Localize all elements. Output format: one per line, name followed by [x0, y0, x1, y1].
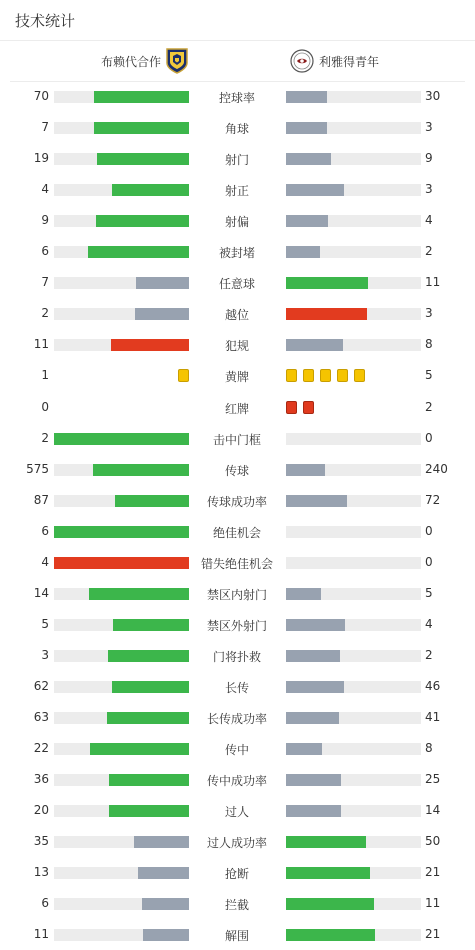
stat-label: 被封堵 [218, 246, 255, 260]
away-team-crest-icon[interactable] [290, 49, 314, 73]
away-bar-track [286, 215, 421, 227]
red-card-icon [303, 401, 314, 414]
stat-label: 红牌 [224, 402, 249, 416]
stat-row [0, 677, 475, 697]
stat-row [0, 801, 475, 821]
home-bar-fill [115, 495, 189, 507]
away-bar-track [286, 805, 421, 817]
stat-row [0, 584, 475, 604]
away-bar-track [286, 743, 421, 755]
home-stat-value: 3 [41, 648, 49, 662]
home-stat-value: 11 [33, 927, 49, 941]
away-stat-value: 2 [425, 648, 433, 662]
home-stat-value: 2 [41, 306, 49, 320]
away-bar-track [286, 184, 421, 196]
away-stat-value: 0 [425, 431, 433, 445]
away-team-name[interactable]: 利雅得青年 [319, 55, 380, 69]
home-bar-track [54, 122, 189, 134]
away-bar-track [286, 836, 421, 848]
home-bar-track [54, 246, 189, 258]
home-stat-value: 22 [33, 741, 49, 755]
red-card-icon [286, 401, 297, 414]
home-bar-fill [54, 433, 189, 445]
away-bar-track [286, 588, 421, 600]
away-bar-fill [286, 805, 341, 817]
stat-row [0, 429, 475, 449]
home-bar-track [54, 588, 189, 600]
away-stat-value: 11 [425, 275, 441, 289]
stat-label: 控球率 [218, 91, 255, 105]
home-stat-value: 62 [33, 679, 49, 693]
stat-label: 过人 [224, 805, 249, 819]
stat-label: 角球 [224, 122, 249, 136]
yellow-card-icon [337, 369, 348, 382]
home-team-name[interactable]: 布赖代合作 [100, 55, 161, 69]
stat-label: 解围 [224, 929, 249, 943]
home-bar-track [54, 339, 189, 351]
away-bar-fill [286, 867, 370, 879]
stat-row [0, 739, 475, 759]
away-stat-value: 50 [425, 834, 441, 848]
stat-row [0, 242, 475, 262]
stat-label: 长传成功率 [206, 712, 267, 726]
yellow-card-icon [303, 369, 314, 382]
home-bar-fill [142, 898, 189, 910]
away-bar-track [286, 557, 421, 569]
away-stat-value: 2 [425, 244, 433, 258]
home-stat-value: 87 [33, 493, 49, 507]
home-team-crest-icon[interactable] [166, 48, 188, 74]
away-bar-track [286, 619, 421, 631]
away-bar-fill [286, 743, 322, 755]
away-bar-fill [286, 836, 366, 848]
away-stat-value: 2 [425, 400, 433, 414]
away-bar-track [286, 277, 421, 289]
stat-row [0, 211, 475, 231]
home-bar-fill [107, 712, 189, 724]
home-stat-value: 7 [41, 120, 49, 134]
away-bar-fill [286, 898, 374, 910]
home-bar-track [54, 774, 189, 786]
stat-row [0, 87, 475, 107]
home-bar-track [54, 277, 189, 289]
away-bar-fill [286, 339, 343, 351]
home-stat-value: 4 [41, 182, 49, 196]
away-bar-track [286, 433, 421, 445]
away-stat-value: 21 [425, 865, 441, 879]
home-bar-track [54, 526, 189, 538]
away-bar-track [286, 681, 421, 693]
home-bar-fill [94, 122, 189, 134]
away-bar-track [286, 153, 421, 165]
home-bar-fill [111, 339, 189, 351]
home-bar-track [54, 712, 189, 724]
home-bar-track [54, 153, 189, 165]
stat-row [0, 366, 475, 386]
away-bar-fill [286, 184, 344, 196]
away-bar-fill [286, 929, 375, 941]
away-bar-track [286, 308, 421, 320]
away-stat-value: 25 [425, 772, 441, 786]
stat-row [0, 491, 475, 511]
home-bar-track [54, 619, 189, 631]
stat-row [0, 522, 475, 542]
stat-row [0, 925, 475, 945]
away-bar-track [286, 526, 421, 538]
home-bar-track [54, 898, 189, 910]
stat-row [0, 304, 475, 324]
home-bar-fill [143, 929, 189, 941]
home-stat-value: 20 [33, 803, 49, 817]
away-stat-value: 11 [425, 896, 441, 910]
away-stat-value: 46 [425, 679, 441, 693]
home-bar-track [54, 805, 189, 817]
home-stat-value: 9 [41, 213, 49, 227]
home-bar-fill [108, 650, 189, 662]
stat-label: 射偏 [224, 215, 249, 229]
away-stat-value: 9 [425, 151, 433, 165]
stat-label: 绝佳机会 [212, 526, 261, 540]
away-bar-track [286, 495, 421, 507]
stat-row [0, 863, 475, 883]
away-bar-track [286, 246, 421, 258]
away-bar-track [286, 650, 421, 662]
stat-row [0, 708, 475, 728]
home-stat-value: 35 [33, 834, 49, 848]
away-stat-value: 3 [425, 182, 433, 196]
home-stat-value: 2 [41, 431, 49, 445]
stat-label: 传球成功率 [206, 495, 267, 509]
away-stat-value: 0 [425, 524, 433, 538]
away-bar-fill [286, 650, 340, 662]
home-bar-fill [90, 743, 189, 755]
away-cards [286, 401, 320, 415]
home-bar-fill [94, 91, 189, 103]
away-bar-track [286, 898, 421, 910]
away-bar-track [286, 774, 421, 786]
stat-label: 禁区内射门 [206, 588, 267, 602]
stat-row [0, 460, 475, 480]
home-bar-fill [54, 526, 189, 538]
stat-label: 击中门框 [212, 433, 261, 447]
away-bar-fill [286, 122, 327, 134]
home-bar-track [54, 743, 189, 755]
stat-label: 抢断 [224, 867, 249, 881]
stat-row [0, 770, 475, 790]
stat-label: 过人成功率 [206, 836, 267, 850]
home-bar-track [54, 929, 189, 941]
home-bar-fill [135, 308, 189, 320]
away-bar-fill [286, 619, 345, 631]
stat-label: 门将扑救 [212, 650, 261, 664]
stat-label: 禁区外射门 [206, 619, 267, 633]
stat-label: 传球 [224, 464, 249, 478]
away-stat-value: 240 [425, 462, 448, 476]
home-bar-fill [134, 836, 189, 848]
stat-label: 长传 [224, 681, 249, 695]
away-bar-fill [286, 464, 325, 476]
stat-label: 黄牌 [224, 370, 249, 384]
stat-row [0, 118, 475, 138]
away-bar-fill [286, 215, 328, 227]
home-stat-value: 14 [33, 586, 49, 600]
teams-header [0, 44, 475, 80]
home-stat-value: 70 [33, 89, 49, 103]
home-stat-value: 6 [41, 896, 49, 910]
away-stat-value: 4 [425, 213, 433, 227]
away-stat-value: 3 [425, 306, 433, 320]
stat-row [0, 615, 475, 635]
yellow-card-icon [286, 369, 297, 382]
stat-row [0, 149, 475, 169]
away-bar-fill [286, 246, 320, 258]
away-bar-fill [286, 91, 327, 103]
home-bar-fill [109, 805, 189, 817]
away-bar-fill [286, 277, 368, 289]
page-title: 技术统计 [15, 12, 76, 30]
home-bar-track [54, 215, 189, 227]
home-stat-value: 6 [41, 244, 49, 258]
away-stat-value: 5 [425, 586, 433, 600]
away-bar-fill [286, 588, 321, 600]
home-bar-fill [113, 619, 189, 631]
home-bar-track [54, 650, 189, 662]
away-bar-fill [286, 681, 344, 693]
stat-label: 拦截 [224, 898, 249, 912]
home-bar-fill [89, 588, 189, 600]
home-bar-fill [112, 184, 189, 196]
home-bar-track [54, 464, 189, 476]
home-stat-value: 63 [33, 710, 49, 724]
away-stat-value: 0 [425, 555, 433, 569]
away-bar-track [286, 464, 421, 476]
away-bar-track [286, 122, 421, 134]
away-stat-value: 8 [425, 741, 433, 755]
yellow-card-icon [354, 369, 365, 382]
home-bar-track [54, 557, 189, 569]
home-stat-value: 4 [41, 555, 49, 569]
away-bar-fill [286, 774, 341, 786]
stat-row [0, 398, 475, 418]
home-stat-value: 0 [41, 400, 49, 414]
home-bar-fill [138, 867, 189, 879]
home-stat-value: 575 [26, 462, 49, 476]
home-bar-track [54, 867, 189, 879]
home-bar-fill [54, 557, 189, 569]
stat-label: 任意球 [218, 277, 255, 291]
home-bar-track [54, 681, 189, 693]
stat-row [0, 180, 475, 200]
home-stat-value: 36 [33, 772, 49, 786]
stat-row [0, 335, 475, 355]
away-bar-track [286, 339, 421, 351]
stat-label: 越位 [224, 308, 249, 322]
header [0, 0, 475, 41]
home-bar-fill [96, 215, 189, 227]
stat-row [0, 894, 475, 914]
home-stat-value: 5 [41, 617, 49, 631]
away-stat-value: 21 [425, 927, 441, 941]
away-stat-value: 4 [425, 617, 433, 631]
home-stat-value: 19 [33, 151, 49, 165]
away-bar-fill [286, 712, 339, 724]
stat-label: 射门 [224, 153, 249, 167]
home-bar-track [54, 91, 189, 103]
stat-label: 错失绝佳机会 [200, 557, 273, 571]
away-stat-value: 41 [425, 710, 441, 724]
away-stat-value: 30 [425, 89, 441, 103]
away-bar-fill [286, 308, 367, 320]
home-bar-track [54, 495, 189, 507]
home-bar-track [54, 836, 189, 848]
stat-label: 传中成功率 [206, 774, 267, 788]
away-bar-track [286, 91, 421, 103]
away-stat-value: 5 [425, 368, 433, 382]
home-bar-fill [88, 246, 189, 258]
home-stat-value: 6 [41, 524, 49, 538]
away-stat-value: 72 [425, 493, 441, 507]
stat-label: 传中 [224, 743, 249, 757]
away-stat-value: 3 [425, 120, 433, 134]
divider [10, 81, 465, 82]
home-stat-value: 7 [41, 275, 49, 289]
away-stat-value: 8 [425, 337, 433, 351]
stat-row [0, 832, 475, 852]
away-bar-track [286, 867, 421, 879]
home-bar-track [54, 433, 189, 445]
yellow-card-icon [320, 369, 331, 382]
away-stat-value: 14 [425, 803, 441, 817]
home-stat-value: 1 [41, 368, 49, 382]
home-stat-value: 13 [33, 865, 49, 879]
stat-label: 射正 [224, 184, 249, 198]
stat-row [0, 553, 475, 573]
home-bar-fill [109, 774, 189, 786]
away-bar-track [286, 712, 421, 724]
home-bar-fill [136, 277, 189, 289]
away-bar-track [286, 929, 421, 941]
home-bar-fill [112, 681, 189, 693]
away-cards [286, 369, 371, 383]
away-bar-fill [286, 153, 331, 165]
home-bar-fill [97, 153, 189, 165]
away-bar-fill [286, 495, 347, 507]
stat-row [0, 273, 475, 293]
stat-row [0, 646, 475, 666]
home-bar-track [54, 184, 189, 196]
home-bar-fill [93, 464, 189, 476]
stat-label: 犯规 [224, 339, 249, 353]
home-bar-track [54, 308, 189, 320]
home-stat-value: 11 [33, 337, 49, 351]
